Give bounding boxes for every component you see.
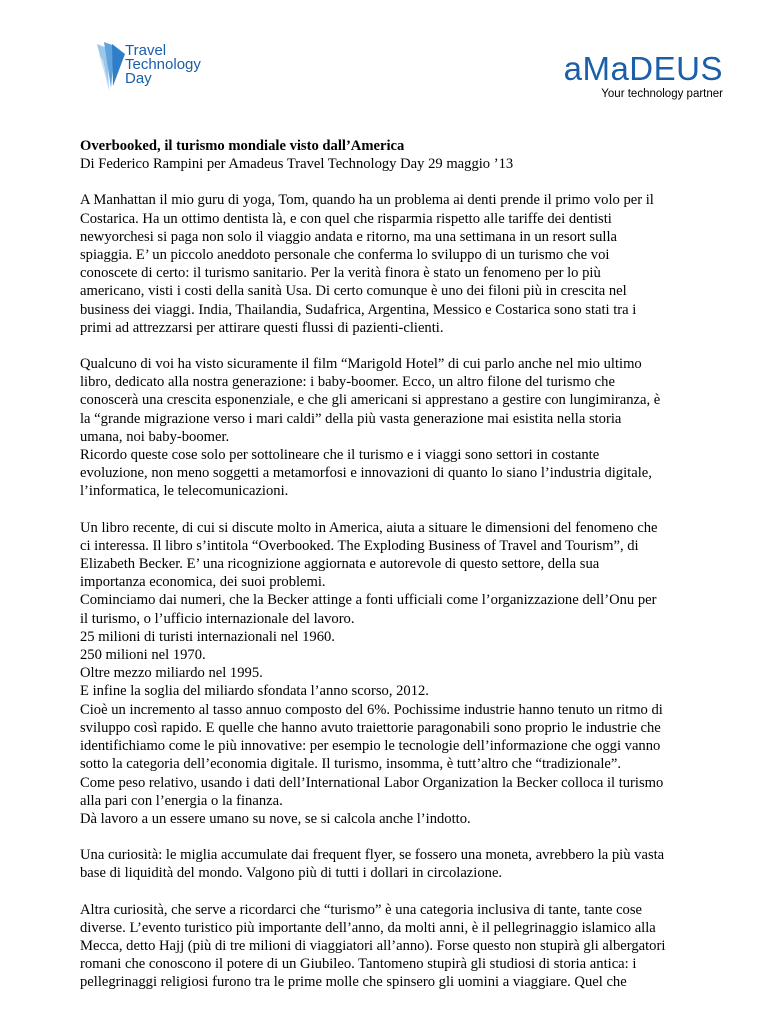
text-line: evoluzione, non meno soggetti a metamorfosi e innovazioni di quanto lo siano l’industria digitale, <box>80 465 652 482</box>
article-byline: Di Federico Rampini per Amadeus Travel Technology Day 29 maggio ’13 <box>80 156 514 173</box>
text-line: sotto la categoria dell’economia digitale. Il turismo, insomma, è tutt’altro che “tradizionale”. <box>80 756 621 773</box>
article-body <box>80 137 700 1010</box>
ttd-line-technology: Technology <box>125 56 201 73</box>
text-line: diverse. L’evento turistico più importante dell’anno, da molti anni, è il pellegrinaggio islamico alla <box>80 919 656 936</box>
text-line: Qualcuno di voi ha visto sicuramente il film “Marigold Hotel” di cui parlo anche nel mio ultimo <box>80 356 642 373</box>
text-line: Altra curiosità, che serve a ricordarci che “turismo” è una categoria inclusiva di tante, tante cose <box>80 901 643 918</box>
text-line: identifichiamo come le più innovative: per esempio le tecnologie dell’informazione che oggi vanno <box>80 738 661 755</box>
text-line: 250 milioni nel 1970. <box>80 647 206 664</box>
text-line: Ricordo queste cose solo per sottolineare che il turismo e i viaggi sono settori in costante <box>80 447 600 464</box>
text-line: alla pari con l’energia o la finanza. <box>80 792 283 809</box>
amadeus-tagline: Your technology partner <box>601 88 723 100</box>
paragraph-2 <box>80 355 700 501</box>
text-line: Una curiosità: le miglia accumulate dai frequent flyer, se fossero una moneta, avrebbero la più vasta <box>80 847 665 864</box>
ttd-line-travel: Travel <box>125 42 167 59</box>
text-line: 25 milioni di turisti internazionali nel 1960. <box>80 628 335 645</box>
text-line: libro, dedicato alla nostra generazione: i baby-boomer. Ecco, un altro filone del turismo che <box>80 374 615 391</box>
text-line: conoscerà una crescita esponenziale, e che gli americani si apprestano a gestire con lungimiranza, è <box>80 392 661 409</box>
amadeus-logo <box>553 52 723 107</box>
text-line: Cioè un incremento al tasso annuo composto del 6%. Pochissime industrie hanno tenuto un ritmo di <box>80 701 663 718</box>
text-line: pellegrinaggi religiosi furono tra le prime molle che spinsero gli uomini a viaggiare. Quel che <box>80 974 627 991</box>
text-line: spiaggia. E’ un piccolo aneddoto personale che conferma lo sviluppo di un turismo che voi <box>80 247 610 264</box>
text-line: conoscete di certo: il turismo sanitario. Per la verità finora è stato un fenomeno per lo più <box>80 265 601 282</box>
text-line: business dei viaggi. India, Thailandia, Sudafrica, Argentina, Messico e Costarica sono stati tra i <box>80 301 637 318</box>
text-line: Costarica. Ha un ottimo dentista là, e con quel che risparmia rispetto alle tariffe dei dentisti <box>80 210 612 227</box>
article-title: Overbooked, il turismo mondiale visto dall’America <box>80 138 405 154</box>
text-line: Oltre mezzo miliardo nel 1995. <box>80 665 263 682</box>
paragraph-4 <box>80 846 700 882</box>
text-line: Mecca, detto Hajj (più di tre milioni di viaggiatori all’anno). Forse questo non stupirà gli albergatori <box>80 937 666 954</box>
text-line: Cominciamo dai numeri, che la Becker attinge a fonti ufficiali come l’organizzazione dell’Onu per <box>80 592 657 609</box>
text-line: importanza economica, dei suoi problemi. <box>80 574 326 591</box>
text-line: Dà lavoro a un essere umano su nove, se si calcola anche l’indotto. <box>80 810 471 827</box>
text-line: Un libro recente, di cui si discute molto in America, aiuta a situare le dimensioni del fenomeno che <box>80 519 658 536</box>
travel-technology-day-wing-icon <box>95 40 129 96</box>
text-line: primi ad attrezzarsi per attirare questi flussi di pazienti-clienti. <box>80 319 444 336</box>
text-line: la “grande migrazione verso i mari caldi” della più vasta generazione mai esistita nella storia <box>80 410 622 427</box>
amadeus-wordmark: aMaDEUS <box>563 50 723 87</box>
paragraph-5 <box>80 901 700 992</box>
text-line: americano, visti i costi della sanità Usa. Di certo comunque è uno dei filoni più in crescita nel <box>80 283 627 300</box>
text-line: base di liquidità del mondo. Valgono più di tutti i dollari in circolazione. <box>80 865 503 882</box>
paragraph-3 <box>80 519 700 828</box>
text-line: newyorchesi si paga non solo il viaggio andata e ritorno, ma una settimana in un resort sulla <box>80 228 617 245</box>
paragraph-1 <box>80 191 700 337</box>
text-line: A Manhattan il mio guru di yoga, Tom, quando ha un problema ai denti prende il primo volo per il <box>80 192 654 209</box>
ttd-line-day: Day <box>125 70 152 87</box>
text-line: umana, noi baby-boomer. <box>80 428 230 445</box>
travel-technology-day-logo <box>95 40 225 100</box>
text-line: sviluppo così rapido. E quelle che hanno avuto traiettorie paragonabili sono proprio le industrie che <box>80 719 661 736</box>
text-line: Come peso relativo, usando i dati dell’International Labor Organization la Becker colloca il turismo <box>80 774 664 791</box>
text-line: Elizabeth Becker. E’ una ricognizione aggiornata e autorevole di questo settore, della sua <box>80 556 600 573</box>
travel-technology-day-text <box>125 44 201 86</box>
text-line: romani che conoscono il potere di un Giubileo. Tantomeno stupirà gli studiosi di storia antica: i <box>80 956 637 973</box>
text-line: E infine la soglia del miliardo sfondata l’anno scorso, 2012. <box>80 683 429 700</box>
text-line: il turismo, o l’ufficio internazionale del lavoro. <box>80 610 355 627</box>
text-line: l’informatica, le telecomunicazioni. <box>80 483 289 500</box>
text-line: ci interessa. Il libro s’intitola “Overbooked. The Exploding Business of Travel and Tourism”, di <box>80 537 639 554</box>
